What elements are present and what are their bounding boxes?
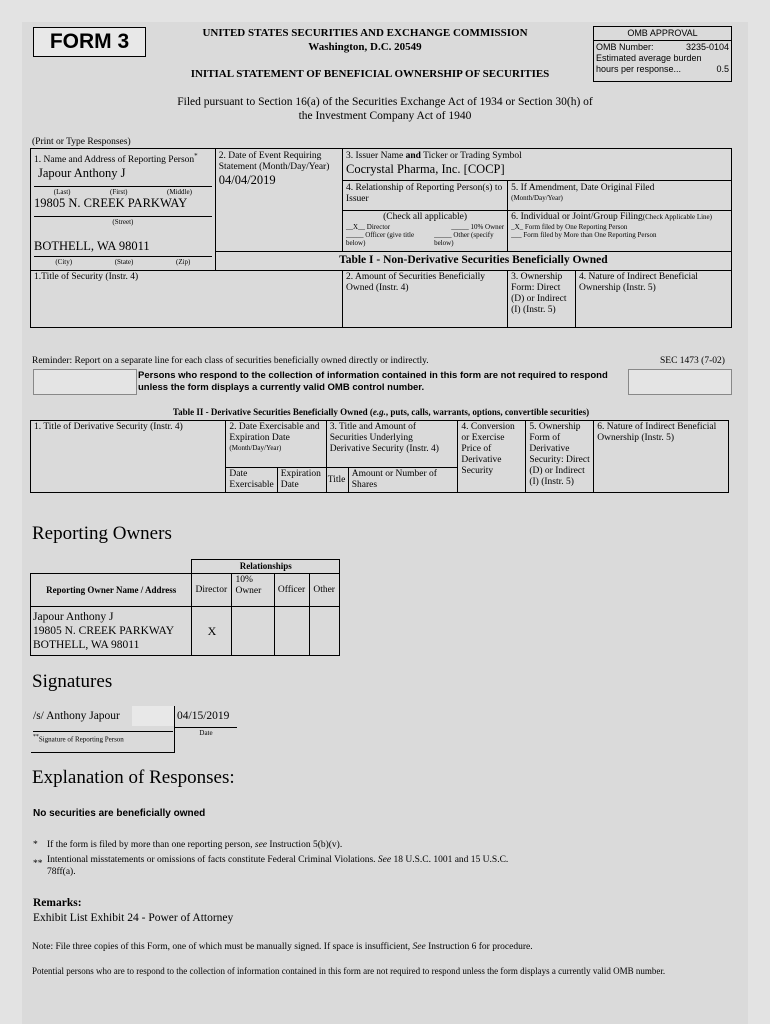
- table2-col6: 6. Nature of Indirect Beneficial Ownership (Instr. 5): [594, 421, 729, 493]
- omb-approval-box: [593, 26, 732, 82]
- box4-checks: [343, 210, 508, 252]
- officer-check: _____ Officer (give title below): [346, 230, 415, 247]
- note-three-copies: [32, 941, 533, 953]
- reminder-text: Reminder: Report on a separate line for each class of securities beneficially owned directly or indirectly.: [32, 356, 429, 366]
- omb-hours-label: hours per response...: [596, 64, 682, 74]
- owner-line2: 19805 N. CREEK PARKWAY: [33, 625, 175, 637]
- table2-title-eg: e.g.: [372, 407, 386, 417]
- box1-label: 1. Name and Address of Reporting Person: [34, 155, 195, 166]
- footnote-1: [47, 839, 342, 851]
- reporting-owners-table: [30, 559, 340, 656]
- city-value: BOTHELL, WA 98011: [34, 239, 150, 254]
- table2-title-b: , puts, calls, warrants, options, convertible securities): [385, 407, 590, 417]
- reporting-person-name: Japour Anthony J: [38, 166, 126, 181]
- table2-col3: 3. Title and Amount of Securities Underlying Derivative Security (Instr. 4): [326, 421, 458, 468]
- form-label-box: [33, 27, 146, 57]
- footnote-1-b: Instruction 5(b)(v).: [269, 840, 343, 850]
- event-date-value: 04/04/2019: [218, 173, 276, 187]
- box1-label-mark: *: [194, 152, 198, 160]
- print-note: (Print or Type Responses): [32, 137, 131, 147]
- box4-relationship: [343, 180, 508, 210]
- table1-col4: 4. Nature of Indirect Beneficial Ownership (Instr. 5): [575, 271, 731, 328]
- note-b: Instruction 6 for procedure.: [428, 942, 533, 952]
- sec-code: SEC 1473 (7-02): [660, 356, 725, 366]
- box6-opt2: ___ Form filed by More than One Reporting Person: [511, 230, 657, 239]
- ten-pct-header: 10% Owner: [232, 574, 274, 607]
- table2-title-sub: Title: [326, 468, 348, 493]
- reminder-blank-box: [33, 369, 137, 395]
- date-label: Date: [199, 729, 213, 737]
- omb-number-label: OMB Number:: [596, 42, 654, 52]
- footnote-2-a: Intentional misstatements or omissions of facts constitute Federal Criminal Violations.: [47, 855, 376, 865]
- owner-address: [31, 607, 192, 656]
- owner-line3: BOTHELL, WA 98011: [33, 639, 140, 651]
- footnote-2-mark: **: [33, 859, 43, 869]
- signature-gray-box: [132, 706, 174, 726]
- box6-filing: [508, 210, 732, 252]
- table2-col2: [226, 421, 326, 468]
- box6-label: [511, 212, 728, 223]
- other-check: _____ Other (specify below): [434, 230, 494, 247]
- date-rule: [175, 727, 237, 728]
- box3-label-and: and: [405, 151, 421, 161]
- remarks-text: Exhibit List Exhibit 24 - Power of Attorney: [33, 912, 234, 924]
- form-label: FORM 3: [49, 30, 130, 53]
- filed-pursuant-line2: the Investment Company Act of 1940: [298, 110, 472, 122]
- director-header: Director: [192, 574, 232, 607]
- table2-title-a: Table II - Derivative Securities Beneficially Owned (: [172, 407, 373, 417]
- reporting-owners-heading: Reporting Owners: [32, 523, 172, 544]
- persons-blank-box: [628, 369, 732, 395]
- box6-label-text: 6. Individual or Joint/Group Filing: [511, 211, 643, 222]
- remarks-label: Remarks:: [33, 897, 82, 909]
- signature-label: [33, 731, 173, 743]
- box5-label: 5. If Amendment, Date Original Filed: [511, 182, 655, 193]
- agency-location: Washington, D.C. 20549: [308, 41, 422, 53]
- filed-pursuant-line1: Filed pursuant to Section 16(a) of the Securities Exchange Act of 1934 or Section 30(h) of: [177, 96, 593, 108]
- table2-grid: [30, 420, 729, 493]
- footnote-2-b: 18 U.S.C. 1001 and 15 U.S.C.: [393, 855, 509, 865]
- box4-label: 4. Relationship of Reporting Person(s) to Issuer: [346, 182, 503, 204]
- footnote-1-mark: *: [33, 840, 38, 850]
- table1-col2: 2. Amount of Securities Beneficially Owned (Instr. 4): [343, 271, 508, 328]
- city-label: (City): [55, 258, 73, 267]
- no-securities-note: No securities are beneficially owned: [33, 808, 206, 819]
- owner-line1: Japour Anthony J: [33, 611, 114, 623]
- note-see: See: [412, 942, 426, 952]
- first-label: (First): [110, 188, 128, 197]
- statement-title: INITIAL STATEMENT OF BENEFICIAL OWNERSHIP OF SECURITIES: [190, 68, 550, 80]
- explanation-heading: Explanation of Responses:: [32, 767, 235, 788]
- relationships-header: Relationships: [192, 560, 340, 574]
- potential-persons-note: Potential persons who are to respond to the collection of information contained in this form are not required to respond unless the form displays a currently valid OMB number.: [32, 966, 666, 976]
- table1-col1: 1.Title of Security (Instr. 4): [31, 271, 343, 328]
- footnote-2-see: See: [377, 855, 392, 865]
- box2-label: 2. Date of Event Requiring Statement (Month/Day/Year): [218, 151, 330, 172]
- signatures-heading: Signatures: [32, 671, 113, 692]
- box6-opt1: _X_ Form filed by One Reporting Person: [511, 222, 628, 231]
- reporting-person-grid: [30, 148, 732, 328]
- persons-notice: Persons who respond to the collection of information contained in this form are not required to respond unless the form displays a currently valid OMB control number.: [138, 370, 608, 393]
- signature-value: /s/ Anthony Japour: [33, 710, 120, 722]
- omb-number-value: 3235-0104: [685, 42, 729, 52]
- table2-col2-label: 2. Date Exercisable and Expiration Date: [229, 422, 320, 443]
- box3-label-a: 3. Issuer Name: [346, 151, 406, 161]
- table2-amount: Amount or Number of Shares: [348, 468, 458, 493]
- box5-sub: (Month/Day/Year): [511, 193, 563, 202]
- table2-expiration-date: Expiration Date: [277, 468, 326, 493]
- check-all: (Check all applicable): [383, 211, 467, 222]
- footnote-2: [47, 854, 567, 878]
- box5-amendment: [508, 180, 732, 210]
- street-value: 19805 N. CREEK PARKWAY: [34, 196, 188, 211]
- owner-name-header: Reporting Owner Name / Address: [31, 574, 192, 607]
- table2-col4: 4. Conversion or Exercise Price of Derivative Security: [458, 421, 526, 493]
- issuer-value: Cocrystal Pharma, Inc. [COCP]: [346, 162, 505, 176]
- other-header: Other: [310, 574, 340, 607]
- middle-label: (Middle): [167, 188, 192, 197]
- signature-label-text: Signature of Reporting Person: [38, 735, 124, 744]
- note-a: Note: File three copies of this Form, one of which must be manually signed. If space is insufficient,: [32, 942, 411, 952]
- box3-issuer: [343, 149, 732, 181]
- box2-event-date: [215, 149, 342, 252]
- table1-col3: 3. Ownership Form: Direct (D) or Indirect (I) (Instr. 5): [508, 271, 576, 328]
- footnote-1-a: If the form is filed by more than one reporting person,: [47, 840, 253, 850]
- director-check: __X__ Director: [346, 222, 391, 231]
- signature-mark: **: [33, 734, 39, 740]
- box1-name-address: [31, 149, 216, 271]
- officer-header: Officer: [274, 574, 309, 607]
- box6-check: (Check Applicable Line): [642, 212, 712, 221]
- ten-pct-check: _____ 10% Owner: [451, 222, 505, 231]
- footnote-2-c: 78ff(a).: [47, 867, 76, 877]
- omb-burden-label: Estimated average burden: [596, 53, 702, 63]
- director-mark: X: [192, 607, 232, 656]
- last-label: (Last): [53, 188, 71, 197]
- table1-title: Table I - Non-Derivative Securities Beneficially Owned: [215, 252, 731, 271]
- table2-col5: 5. Ownership Form of Derivative Security: Direct (D) or Indirect (I) (Instr. 5): [526, 421, 594, 493]
- zip-label: (Zip): [176, 258, 191, 267]
- state-label: (State): [114, 258, 134, 267]
- table2-col2-sub: (Month/Day/Year): [229, 444, 282, 452]
- omb-hours-value: 0.5: [716, 64, 729, 74]
- omb-title: OMB APPROVAL: [594, 27, 731, 41]
- signature-date: 04/15/2019: [177, 710, 230, 722]
- footnote-1-see: see: [254, 840, 268, 850]
- agency-title: UNITED STATES SECURITIES AND EXCHANGE COMMISSION: [202, 27, 528, 39]
- table2-title: [30, 407, 732, 417]
- street-label: (Street): [34, 216, 212, 226]
- table2-date-exercisable: Date Exercisable: [226, 468, 277, 493]
- table2-col1: 1. Title of Derivative Security (Instr. 4): [31, 421, 226, 493]
- box3-label-b: Ticker or Trading Symbol: [420, 151, 522, 161]
